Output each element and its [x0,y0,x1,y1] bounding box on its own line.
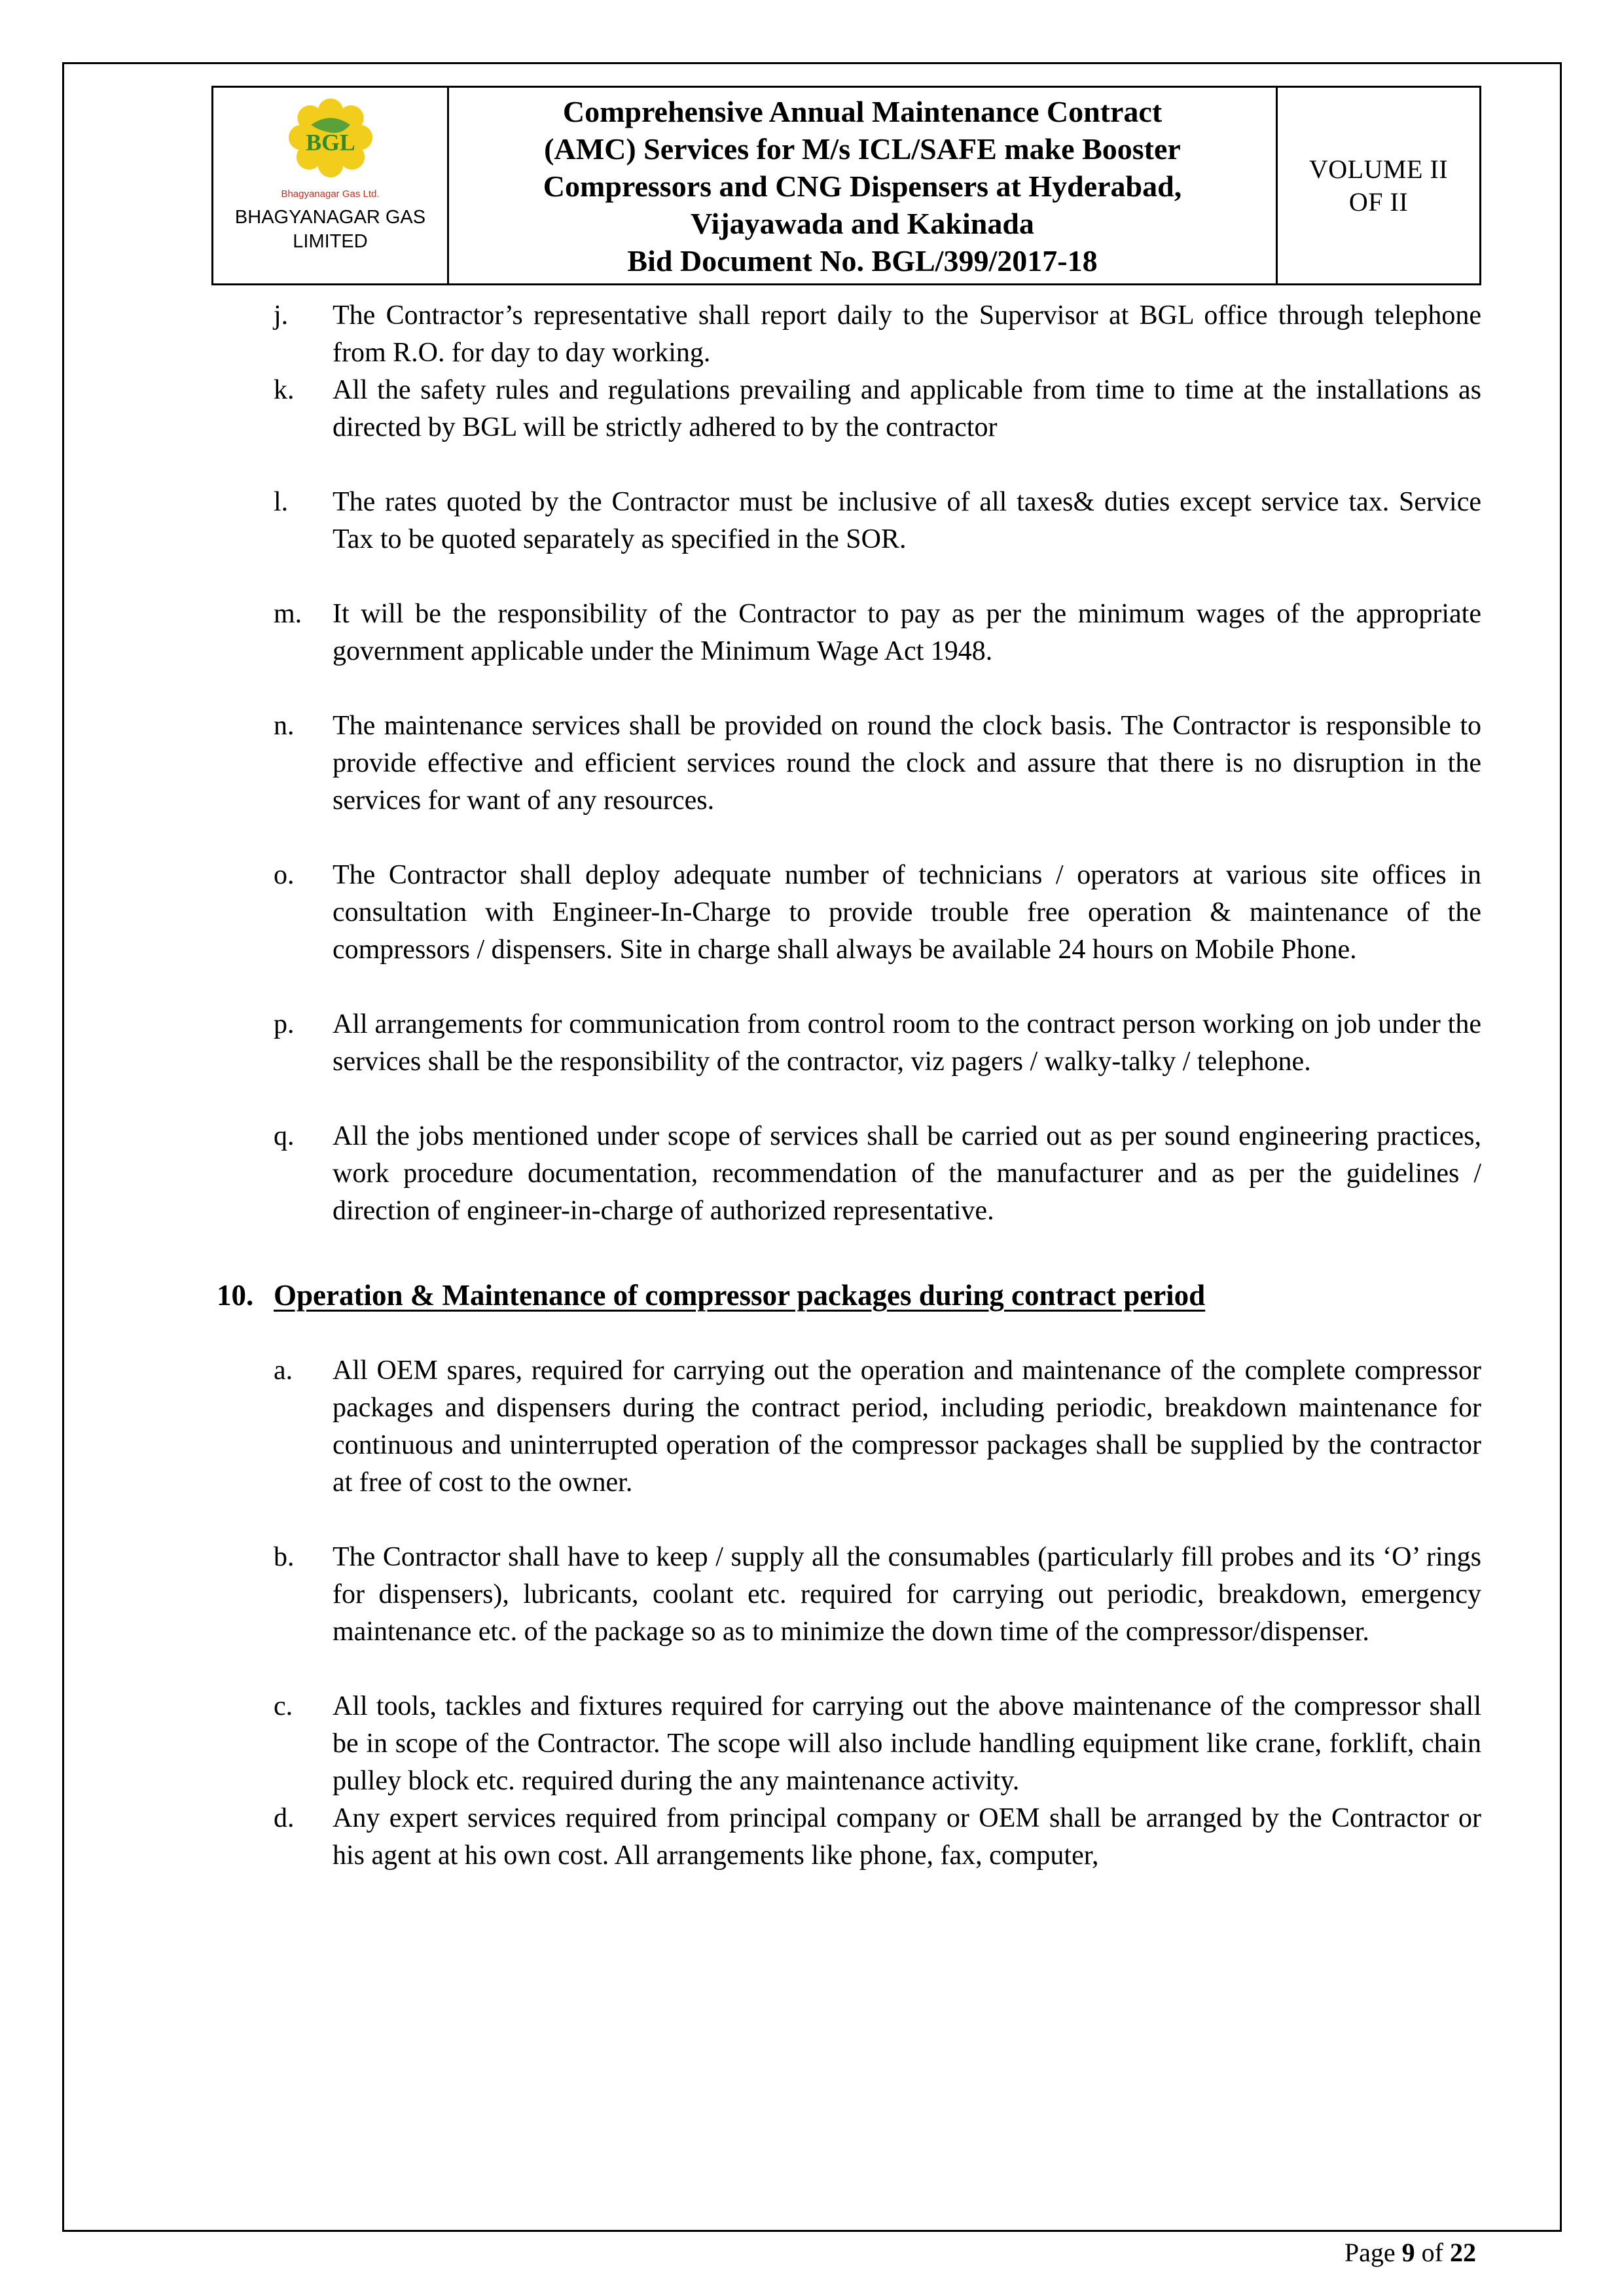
clause-text: The Contractor shall deploy adequate number of technicians / operators at various site offices in consultation with Engineer-In-Charge to provide trouble free operation & maintenance of the compressors / dispensers. Site in charge shall always be available 24 hours on Mobile Phone. [333,860,1481,965]
volume-line-2: OF II [1348,187,1409,217]
clause-label: k. [274,375,295,405]
logo-tagline: Bhagyanagar Gas Ltd. [281,188,380,200]
section10-item-a [211,1352,1481,1501]
clause-text: All OEM spares, required for carrying out the operation and maintenance of the complete compressor packages and dispensers during the contract period, including periodic, breakdown maintenance for continuous and uninterrupted operation of the compressor packages shall be supplied by the contractor at free of cost to the owner. [333,1355,1481,1498]
clause-label: p. [274,1009,295,1039]
clause-label: m. [274,599,302,629]
volume-line-1: VOLUME II [1308,154,1449,184]
clause-label: l. [274,487,289,517]
page-border [62,62,1562,2232]
bgl-logo [217,96,443,200]
section-title: Operation & Maintenance of compressor packages during contract period [274,1279,1206,1312]
clause-list [211,297,1481,1874]
clause-label: a. [274,1355,293,1386]
clause-text: The Contractor’s representative shall report daily to the Supervisor at BGL office through telephone from R.O. for day to day working. [333,300,1481,368]
clause-label: q. [274,1121,295,1151]
clause-text: The maintenance services shall be provided on round the clock basis. The Contractor is responsible to provide effective and efficient services round the clock and assure that there is no disruption in the services for want of any resources. [333,711,1481,816]
logo-flower-icon [281,96,380,187]
document-header [211,86,1481,285]
logo-cell [213,88,449,283]
page-label: Page [1344,2238,1396,2267]
section-number: 10. [217,1279,254,1312]
clause-item-p [211,1006,1481,1081]
clause-text: It will be the responsibility of the Contractor to pay as per the minimum wages of the appropriate government applicable under the Minimum Wage Act 1948. [333,599,1481,666]
clause-label: d. [274,1803,295,1833]
clause-label: c. [274,1691,293,1721]
clause-text: The Contractor shall have to keep / supply all the consumables (particularly fill probes and its ‘O’ rings for dispensers), lubricants, coolant etc. required for carrying out periodic, breakdown, emergency maintenance etc. of the package so as to minimize the down time of the compressor/dispenser. [333,1542,1481,1647]
title-line-3: Compressors and CNG Dispensers at Hyderabad, [543,170,1182,203]
section-10-heading [211,1277,1481,1314]
clause-label: b. [274,1542,295,1572]
clause-item-m [211,596,1481,670]
clause-text: All the safety rules and regulations prevailing and applicable from time to time at the installations as directed by BGL will be strictly adhered to by the contractor [333,375,1481,442]
section10-item-d [211,1800,1481,1874]
clause-label: j. [274,300,289,331]
svg-text:BGL: BGL [305,129,355,156]
bid-doc-number: Bid Document No. BGL/399/2017-18 [627,244,1098,278]
clause-item-j [211,297,1481,372]
volume-label [1278,88,1479,283]
document-title [449,88,1278,283]
section10-item-b [211,1539,1481,1651]
clause-text: Any expert services required from principal company or OEM shall be arranged by the Contractor or his agent at his own cost. All arrangements like phone, fax, computer, [333,1803,1481,1871]
page-number: 9 [1401,2238,1415,2267]
clause-item-k [211,372,1481,446]
title-line-4: Vijayawada and Kakinada [691,207,1034,240]
page-footer [1344,2237,1476,2269]
clause-item-n [211,708,1481,819]
clause-text: All arrangements for communication from control room to the contract person working on job under the services shall be the responsibility of the contractor, viz pagers / walky-talky / telephone. [333,1009,1481,1077]
clause-label: n. [274,711,295,741]
clause-label: o. [274,860,295,890]
clause-text: The rates quoted by the Contractor must be inclusive of all taxes& duties except service tax. Service Tax to be quoted separately as specified in the SOR. [333,487,1481,554]
section10-item-c [211,1688,1481,1800]
clause-item-o [211,857,1481,969]
of-label: of [1421,2238,1443,2267]
clause-text: All tools, tackles and fixtures required for carrying out the above maintenance of the compressor shall be in scope of the Contractor. The scope will also include handling equipment like crane, forklift, chain pulley block etc. required during the any maintenance activity. [333,1691,1481,1796]
org-name [217,206,443,254]
clause-item-q [211,1118,1481,1230]
clause-text: All the jobs mentioned under scope of services shall be carried out as per sound engineering practices, work procedure documentation, recommendation of the manufacturer and as per the guidelines / direction of engineer-in-charge of authorized representative. [333,1121,1481,1226]
org-name-line2: LIMITED [293,231,368,252]
title-line-1: Comprehensive Annual Maintenance Contract [562,95,1163,128]
org-name-line1: BHAGYANAGAR GAS [234,207,426,228]
clause-item-l [211,484,1481,558]
page-content [211,86,1481,1874]
total-pages: 22 [1450,2238,1476,2267]
title-line-2: (AMC) Services for M/s ICL/SAFE make Booster [544,132,1181,166]
